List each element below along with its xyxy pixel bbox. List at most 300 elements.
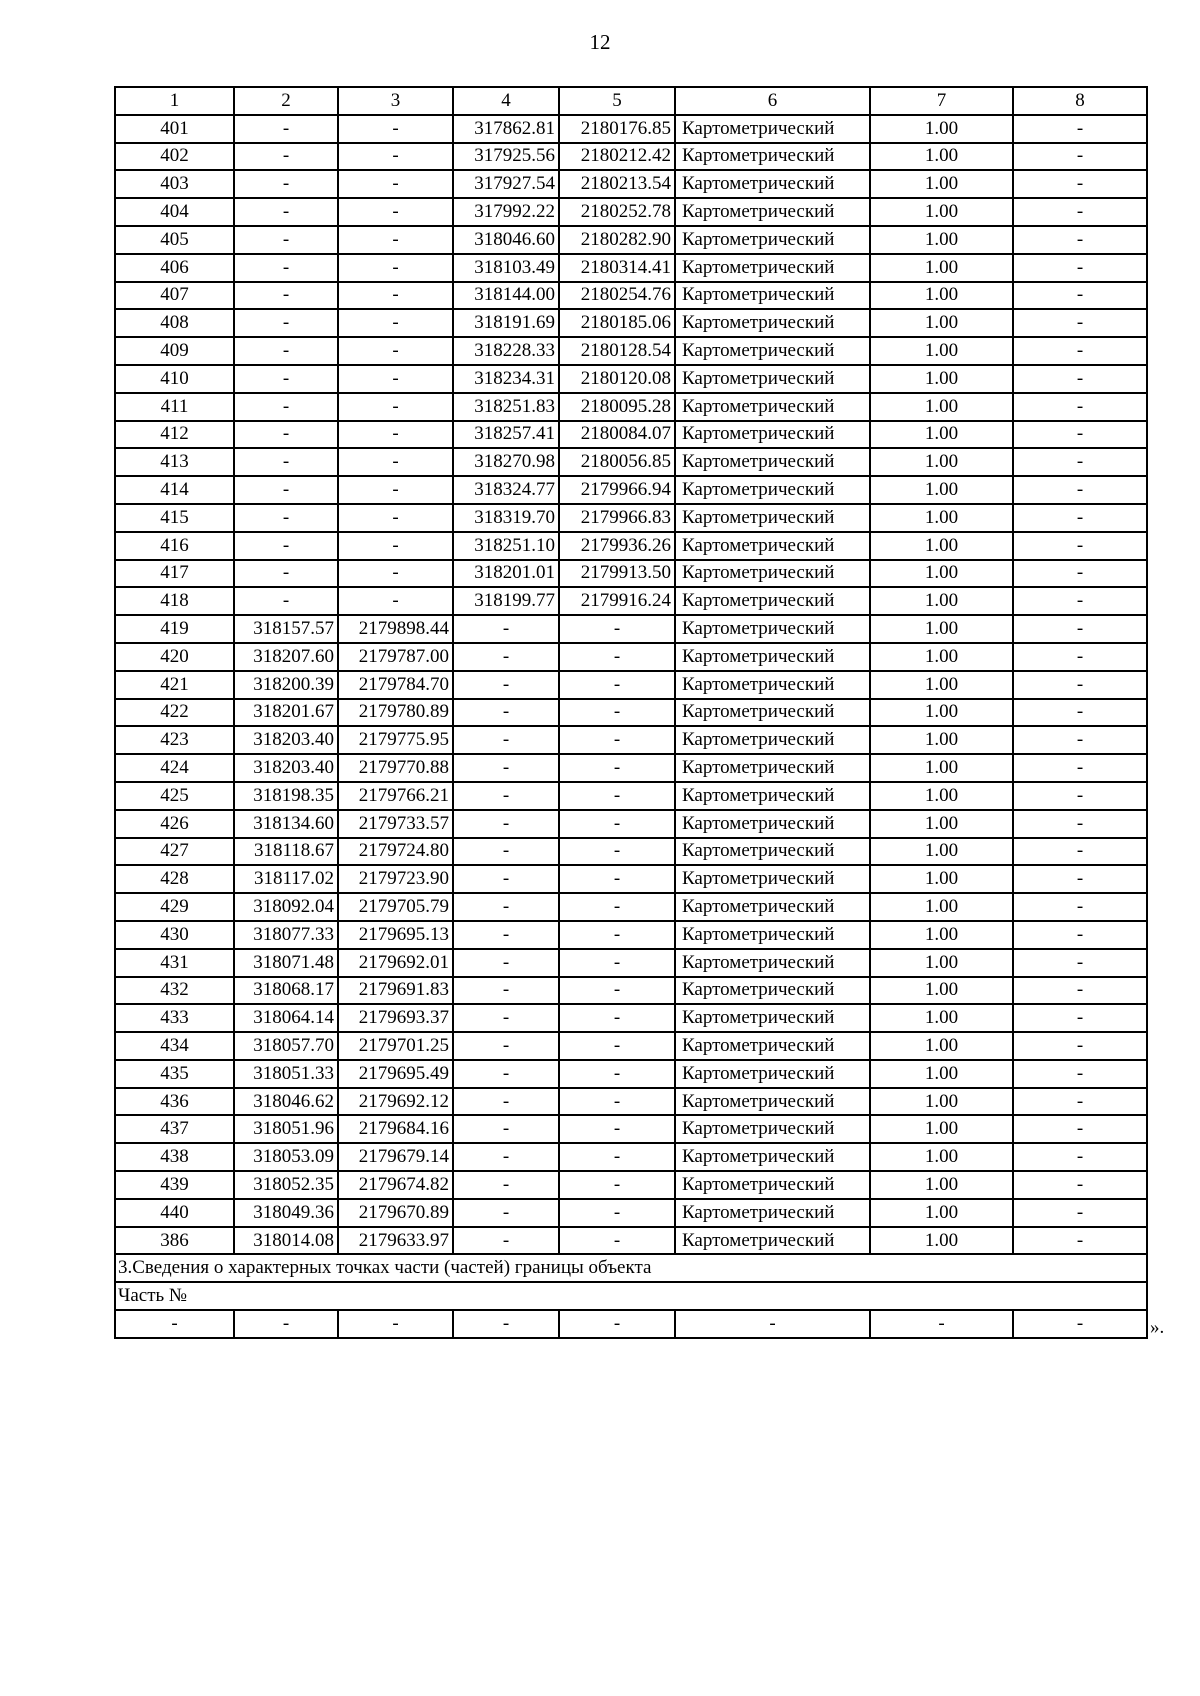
table-row	[115, 1060, 1147, 1088]
table-cell: -	[559, 949, 675, 977]
table-cell: 1.00	[870, 421, 1013, 449]
table-cell: Картометрический	[675, 532, 870, 560]
table-cell: -	[1013, 810, 1147, 838]
table-cell: 1.00	[870, 476, 1013, 504]
table-cell: 318324.77	[453, 476, 559, 504]
table-cell: -	[1013, 1032, 1147, 1060]
table-cell: 2180213.54	[559, 170, 675, 198]
table-cell: 407	[115, 282, 234, 310]
table-row	[115, 532, 1147, 560]
table-cell: 1.00	[870, 282, 1013, 310]
table-cell: -	[1013, 198, 1147, 226]
header-cell: 1	[115, 87, 234, 115]
table-cell: -	[453, 1227, 559, 1255]
table-cell: 1.00	[870, 1115, 1013, 1143]
table-cell: 1.00	[870, 1088, 1013, 1116]
table-row	[115, 921, 1147, 949]
table-row	[115, 1004, 1147, 1032]
table-row	[115, 115, 1147, 143]
table-cell: Картометрический	[675, 865, 870, 893]
table-cell: 318053.09	[234, 1143, 338, 1171]
table-cell: 1.00	[870, 615, 1013, 643]
table-cell: Картометрический	[675, 504, 870, 532]
table-cell: 1.00	[870, 254, 1013, 282]
table-cell: 318228.33	[453, 337, 559, 365]
table-cell: -	[234, 143, 338, 171]
table-cell: 2180252.78	[559, 198, 675, 226]
table-cell: Картометрический	[675, 560, 870, 588]
table-cell: 414	[115, 476, 234, 504]
table-cell: -	[1013, 1004, 1147, 1032]
table-cell: 432	[115, 977, 234, 1005]
table-cell: -	[234, 282, 338, 310]
table-cell: 318319.70	[453, 504, 559, 532]
table-cell: -	[559, 865, 675, 893]
table-row	[115, 893, 1147, 921]
table-cell: 2179766.21	[338, 782, 453, 810]
table-cell: -	[338, 198, 453, 226]
table-row	[115, 782, 1147, 810]
table-cell: -	[338, 393, 453, 421]
table-cell: -	[1013, 643, 1147, 671]
table-cell: Картометрический	[675, 421, 870, 449]
table-cell: -	[453, 1004, 559, 1032]
table-cell: 2180128.54	[559, 337, 675, 365]
table-cell: 416	[115, 532, 234, 560]
table-cell: Картометрический	[675, 226, 870, 254]
table-cell: Картометрический	[675, 587, 870, 615]
table-row	[115, 754, 1147, 782]
table-cell: -	[453, 782, 559, 810]
table-cell: 2179770.88	[338, 754, 453, 782]
table-cell: 318144.00	[453, 282, 559, 310]
table-cell: Картометрический	[675, 977, 870, 1005]
table-cell: 413	[115, 448, 234, 476]
table-cell: -	[1013, 448, 1147, 476]
table-cell: 2179679.14	[338, 1143, 453, 1171]
table-cell: -	[234, 587, 338, 615]
table-cell: Картометрический	[675, 1115, 870, 1143]
table-row	[115, 615, 1147, 643]
table-cell: -	[234, 448, 338, 476]
table-cell: -	[1013, 504, 1147, 532]
table-cell: -	[234, 226, 338, 254]
table-cell: -	[338, 143, 453, 171]
table-cell: -	[453, 726, 559, 754]
table-cell: 317927.54	[453, 170, 559, 198]
table-cell: 2179966.83	[559, 504, 675, 532]
table-cell: -	[234, 504, 338, 532]
table-cell: Картометрический	[675, 115, 870, 143]
table-cell: 434	[115, 1032, 234, 1060]
table-cell: Картометрический	[675, 726, 870, 754]
table-cell: Картометрический	[675, 393, 870, 421]
table-cell: -	[559, 726, 675, 754]
part-cell: -	[338, 1310, 453, 1338]
table-cell: 2179780.89	[338, 699, 453, 727]
table-cell: Картометрический	[675, 476, 870, 504]
table-cell: -	[1013, 309, 1147, 337]
table-cell: Картометрический	[675, 170, 870, 198]
table-cell: 2180176.85	[559, 115, 675, 143]
table-row	[115, 198, 1147, 226]
table-cell: 2179705.79	[338, 893, 453, 921]
table-cell: 2180254.76	[559, 282, 675, 310]
table-row	[115, 560, 1147, 588]
table-row	[115, 838, 1147, 866]
table-cell: 425	[115, 782, 234, 810]
table-cell: 423	[115, 726, 234, 754]
table-cell: 2179674.82	[338, 1171, 453, 1199]
table-row	[115, 1171, 1147, 1199]
table-cell: -	[559, 1060, 675, 1088]
table-cell: -	[559, 1004, 675, 1032]
table-row	[115, 1143, 1147, 1171]
table-cell: 318207.60	[234, 643, 338, 671]
table-cell: 433	[115, 1004, 234, 1032]
table-cell: 1.00	[870, 671, 1013, 699]
table-cell: -	[1013, 532, 1147, 560]
table-cell: 2179693.37	[338, 1004, 453, 1032]
part-cell: -	[234, 1310, 338, 1338]
table-cell: 405	[115, 226, 234, 254]
table-cell: -	[559, 1227, 675, 1255]
table-cell: -	[559, 782, 675, 810]
table-cell: -	[1013, 1088, 1147, 1116]
table-row	[115, 143, 1147, 171]
table-cell: 318191.69	[453, 309, 559, 337]
table-cell: 1.00	[870, 1060, 1013, 1088]
table-cell: 411	[115, 393, 234, 421]
table-row	[115, 977, 1147, 1005]
table-cell: 401	[115, 115, 234, 143]
table-cell: 1.00	[870, 393, 1013, 421]
table-cell: 1.00	[870, 560, 1013, 588]
table-cell: 318251.10	[453, 532, 559, 560]
table-cell: 2179692.01	[338, 949, 453, 977]
table-cell: Картометрический	[675, 921, 870, 949]
header-cell: 5	[559, 87, 675, 115]
table-row	[115, 1032, 1147, 1060]
table-cell: -	[453, 1032, 559, 1060]
table-cell: Картометрический	[675, 1143, 870, 1171]
table-cell: Картометрический	[675, 810, 870, 838]
table-cell: 403	[115, 170, 234, 198]
table-cell: 1.00	[870, 1004, 1013, 1032]
part-label: Часть №	[115, 1282, 1147, 1310]
table-cell: 2179723.90	[338, 865, 453, 893]
table-cell: Картометрический	[675, 1199, 870, 1227]
table-cell: 1.00	[870, 977, 1013, 1005]
table-cell: -	[1013, 726, 1147, 754]
table-cell: -	[559, 1115, 675, 1143]
table-cell: 2179733.57	[338, 810, 453, 838]
table-cell: -	[1013, 977, 1147, 1005]
table-cell: -	[338, 587, 453, 615]
table-row	[115, 643, 1147, 671]
table-cell: -	[453, 1088, 559, 1116]
table-cell: 318046.62	[234, 1088, 338, 1116]
table-cell: 318270.98	[453, 448, 559, 476]
table-cell: 435	[115, 1060, 234, 1088]
table-cell: -	[1013, 699, 1147, 727]
table-cell: -	[559, 977, 675, 1005]
table-cell: -	[1013, 1227, 1147, 1255]
table-cell: -	[234, 532, 338, 560]
table-cell: 1.00	[870, 309, 1013, 337]
table-cell: -	[453, 921, 559, 949]
table-cell: 408	[115, 309, 234, 337]
closing-quote: ».	[1150, 1316, 1165, 1338]
table-cell: 1.00	[870, 337, 1013, 365]
table-cell: 421	[115, 671, 234, 699]
table-cell: -	[234, 170, 338, 198]
table-cell: 410	[115, 365, 234, 393]
table-cell: -	[234, 476, 338, 504]
table-cell: -	[338, 476, 453, 504]
table-cell: 1.00	[870, 170, 1013, 198]
table-cell: 2179787.00	[338, 643, 453, 671]
table-cell: 1.00	[870, 838, 1013, 866]
table-cell: -	[1013, 393, 1147, 421]
table-row	[115, 504, 1147, 532]
table-cell: 318057.70	[234, 1032, 338, 1060]
table-cell: -	[453, 838, 559, 866]
table-cell: 2179916.24	[559, 587, 675, 615]
table-cell: Картометрический	[675, 1171, 870, 1199]
table-cell: -	[453, 671, 559, 699]
table-cell: 1.00	[870, 754, 1013, 782]
table-cell: 438	[115, 1143, 234, 1171]
table-cell: 2179692.12	[338, 1088, 453, 1116]
table-cell: Картометрический	[675, 643, 870, 671]
table-cell: 427	[115, 838, 234, 866]
table-cell: 1.00	[870, 115, 1013, 143]
table-cell: Картометрический	[675, 198, 870, 226]
table-cell: -	[453, 615, 559, 643]
table-cell: -	[1013, 893, 1147, 921]
table-cell: Картометрический	[675, 893, 870, 921]
table-cell: Картометрический	[675, 365, 870, 393]
table-cell: Картометрический	[675, 337, 870, 365]
table-cell: 2180185.06	[559, 309, 675, 337]
table-cell: 1.00	[870, 587, 1013, 615]
table-cell: 2180120.08	[559, 365, 675, 393]
table-cell: -	[338, 337, 453, 365]
table-cell: 318046.60	[453, 226, 559, 254]
header-cell: 2	[234, 87, 338, 115]
table-cell: 412	[115, 421, 234, 449]
table-cell: -	[559, 810, 675, 838]
table-cell: 1.00	[870, 782, 1013, 810]
table-cell: 419	[115, 615, 234, 643]
table-cell: 318049.36	[234, 1199, 338, 1227]
table-cell: 2180212.42	[559, 143, 675, 171]
table-cell: 318068.17	[234, 977, 338, 1005]
table-cell: 317925.56	[453, 143, 559, 171]
part-cell: -	[453, 1310, 559, 1338]
table-cell: Картометрический	[675, 1032, 870, 1060]
table-cell: -	[1013, 1199, 1147, 1227]
table-cell: 2179695.49	[338, 1060, 453, 1088]
table-cell: 318051.96	[234, 1115, 338, 1143]
table-cell: 1.00	[870, 504, 1013, 532]
table-row	[115, 170, 1147, 198]
table-cell: -	[1013, 143, 1147, 171]
table-cell: -	[559, 615, 675, 643]
table-cell: 418	[115, 587, 234, 615]
table-cell: -	[453, 893, 559, 921]
table-cell: -	[559, 1199, 675, 1227]
table-cell: -	[338, 560, 453, 588]
table-cell: 1.00	[870, 448, 1013, 476]
table-cell: -	[1013, 671, 1147, 699]
table-row	[115, 309, 1147, 337]
table-cell: 406	[115, 254, 234, 282]
table-cell: Картометрический	[675, 1004, 870, 1032]
table-cell: -	[1013, 115, 1147, 143]
table-cell: 318051.33	[234, 1060, 338, 1088]
table-cell: -	[453, 1115, 559, 1143]
table-row	[115, 365, 1147, 393]
table-cell: 318064.14	[234, 1004, 338, 1032]
table-cell: -	[453, 699, 559, 727]
table-cell: 318052.35	[234, 1171, 338, 1199]
table-cell: -	[559, 671, 675, 699]
table-cell: 318117.02	[234, 865, 338, 893]
table-cell: -	[1013, 838, 1147, 866]
table-cell: -	[1013, 282, 1147, 310]
table-cell: -	[338, 504, 453, 532]
table-cell: 431	[115, 949, 234, 977]
table-cell: 318200.39	[234, 671, 338, 699]
table-cell: -	[559, 1171, 675, 1199]
table-cell: -	[559, 754, 675, 782]
table-cell: -	[559, 699, 675, 727]
header-cell: 3	[338, 87, 453, 115]
table-cell: 2179784.70	[338, 671, 453, 699]
table-cell: 402	[115, 143, 234, 171]
table-cell: Картометрический	[675, 1060, 870, 1088]
table-cell: Картометрический	[675, 1088, 870, 1116]
table-cell: 404	[115, 198, 234, 226]
table-cell: 439	[115, 1171, 234, 1199]
table-cell: 386	[115, 1227, 234, 1255]
table-cell: -	[453, 949, 559, 977]
table-cell: 318203.40	[234, 754, 338, 782]
table-cell: -	[1013, 170, 1147, 198]
table-cell: Картометрический	[675, 1227, 870, 1255]
table-cell: 2179633.97	[338, 1227, 453, 1255]
table-cell: 1.00	[870, 365, 1013, 393]
table-cell: 318199.77	[453, 587, 559, 615]
table-cell: 1.00	[870, 198, 1013, 226]
table-cell: 2179898.44	[338, 615, 453, 643]
table-cell: -	[1013, 1115, 1147, 1143]
table-cell: -	[1013, 337, 1147, 365]
table-cell: -	[234, 254, 338, 282]
table-cell: 318071.48	[234, 949, 338, 977]
table-cell: Картометрический	[675, 448, 870, 476]
table-cell: -	[1013, 1060, 1147, 1088]
part-row	[115, 1310, 1147, 1338]
table-cell: -	[234, 365, 338, 393]
header-cell: 8	[1013, 87, 1147, 115]
table-row	[115, 476, 1147, 504]
table-cell: -	[559, 1088, 675, 1116]
table-cell: 2180282.90	[559, 226, 675, 254]
table-row	[115, 421, 1147, 449]
header-cell: 6	[675, 87, 870, 115]
table-cell: 318092.04	[234, 893, 338, 921]
table-cell: -	[338, 421, 453, 449]
table-cell: -	[1013, 365, 1147, 393]
table-cell: 422	[115, 699, 234, 727]
table-cell: -	[1013, 754, 1147, 782]
table-cell: 318103.49	[453, 254, 559, 282]
part-cell: -	[559, 1310, 675, 1338]
table-cell: 437	[115, 1115, 234, 1143]
table-cell: Картометрический	[675, 671, 870, 699]
table-cell: -	[338, 309, 453, 337]
table-cell: -	[453, 865, 559, 893]
table-cell: -	[1013, 587, 1147, 615]
header-cell: 7	[870, 87, 1013, 115]
table-cell: -	[559, 1032, 675, 1060]
table-cell: -	[1013, 1171, 1147, 1199]
table-row	[115, 699, 1147, 727]
table-cell: -	[1013, 865, 1147, 893]
table-cell: -	[1013, 1143, 1147, 1171]
table-row	[115, 337, 1147, 365]
table-cell: -	[1013, 615, 1147, 643]
section-title: 3.Сведения о характерных точках части (частей) границы объекта	[115, 1254, 1147, 1282]
table-cell: 1.00	[870, 921, 1013, 949]
table-cell: -	[1013, 560, 1147, 588]
table-cell: 2180314.41	[559, 254, 675, 282]
table-cell: 430	[115, 921, 234, 949]
table-cell: 2179691.83	[338, 977, 453, 1005]
table-cell: 317992.22	[453, 198, 559, 226]
table-row	[115, 810, 1147, 838]
table-cell: -	[234, 560, 338, 588]
table-cell: -	[338, 115, 453, 143]
table-cell: Картометрический	[675, 309, 870, 337]
table-cell: Картометрический	[675, 838, 870, 866]
table-cell: 318157.57	[234, 615, 338, 643]
table-cell: -	[1013, 949, 1147, 977]
table-cell: Картометрический	[675, 754, 870, 782]
table-cell: 2179695.13	[338, 921, 453, 949]
table-cell: -	[453, 977, 559, 1005]
table-cell: 2180084.07	[559, 421, 675, 449]
table-cell: Картометрический	[675, 254, 870, 282]
header-row	[115, 87, 1147, 115]
table-cell: 2179913.50	[559, 560, 675, 588]
table-cell: 420	[115, 643, 234, 671]
table-cell: -	[453, 643, 559, 671]
table-cell: -	[234, 115, 338, 143]
part-cell: -	[1013, 1310, 1147, 1338]
table-cell: Картометрический	[675, 282, 870, 310]
table-row	[115, 671, 1147, 699]
table-cell: 426	[115, 810, 234, 838]
table-cell: -	[559, 643, 675, 671]
table-cell: -	[338, 282, 453, 310]
table-cell: -	[453, 1060, 559, 1088]
table-cell: 415	[115, 504, 234, 532]
table-cell: -	[1013, 226, 1147, 254]
